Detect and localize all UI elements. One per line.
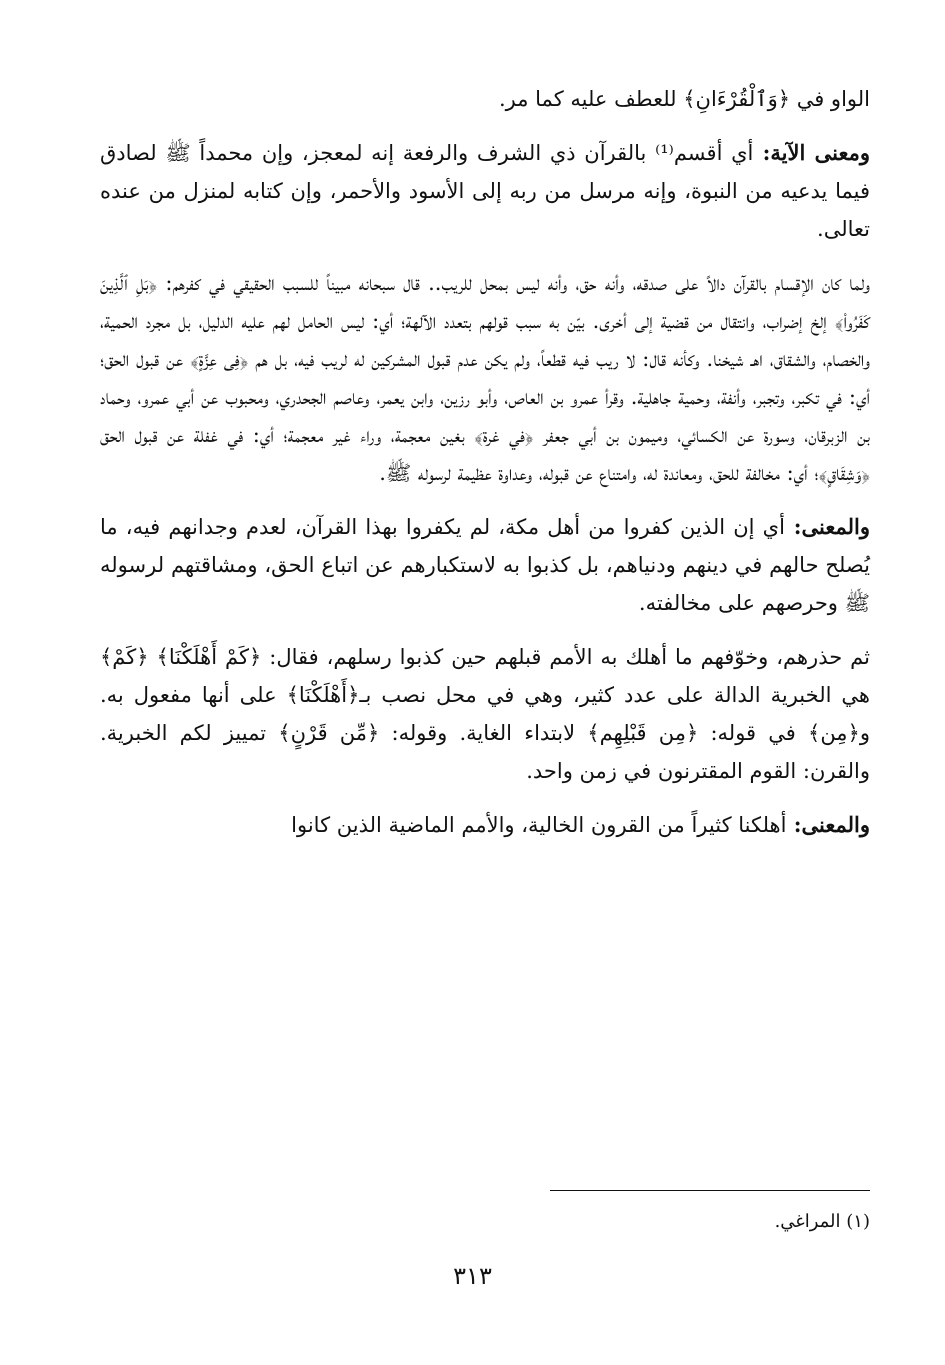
heading-span: والمعنى: bbox=[784, 514, 870, 539]
page-number: ٣١٣ bbox=[453, 1262, 492, 1290]
heading-span: ومعنى الآية: bbox=[753, 140, 870, 165]
text-span: أي إن الذين كفروا من أهل مكة، لم يكفروا بهذا القرآن، لعدم وجدانهم فيه، ما يُصلح حالهم في دينهم ودنياهم، بل كذبوا به لاستكبارهم عن اتباع الحق، ومشاقتهم لرسوله ﷺ وحرصهم على مخالفته. bbox=[100, 515, 870, 615]
paragraph-warning bbox=[100, 638, 870, 790]
footnote-divider bbox=[550, 1190, 870, 1191]
paragraph-waw bbox=[100, 80, 870, 118]
paragraph-meaning-of-verse bbox=[100, 134, 870, 248]
paragraph-oath bbox=[100, 264, 870, 492]
page-body bbox=[100, 80, 870, 860]
paragraph-meaning-destroyed bbox=[100, 806, 870, 844]
text-span: ثم حذرهم، وخوّفهم ما أهلك به الأمم قبلهم حين كذبوا رسلهم، فقال: ﴿كَمْ أَهْلَكْنَا﴾ ﴿كَمْ﴾ هي الخبرية الدالة على عدد كثير، وهي في محل نصب بـ﴿أَهْلَكْنَا﴾ على أنها مفعول به. و﴿مِن﴾ في قوله: ﴿مِن قَبْلِهِم﴾ لابتداء الغاية. وقوله: ﴿مِّن قَرْنٍ﴾ تمييز لكم الخبرية. والقرن: القوم المقترنون في زمن واحد. bbox=[100, 645, 870, 783]
text-span: أي أقسم⁽¹⁾ بالقرآن ذي الشرف والرفعة إنه لمعجز، وإن محمداً ﷺ لصادق فيما يدعيه من النبوة، وإنه مرسل من ربه إلى الأسود والأحمر، وإن كتابه لمنزل من عنده تعالى. bbox=[100, 141, 870, 241]
paragraph-meaning-disbelievers bbox=[100, 508, 870, 622]
heading-span: والمعنى: bbox=[786, 812, 870, 837]
text-span: الواو في ﴿وَٱلْقُرْءَانِ﴾ للعطف عليه كما مر. bbox=[498, 87, 870, 111]
text-span: ولما كان الإقسام بالقرآن دالاً على صدقه، وأنه حق، وأنه ليس بمحل للريب.. قال سبحانه مبيناً للسبب الحقيقي في كفرهم: ﴿بَلِ ٱلَّذِينَ كَفَرُوا۟﴾ إلخ إضراب، وانتقال من قضية إلى أخرى. بيّن به سبب قولهم بتعدد الآلهة؛ أي: ليس الحامل لهم عليه الدليل، بل مجرد الحمية، والخصام، والشقاق، اهـ شيخنا. وكأنه قال: لا ريب فيه قطعاً، ولم يكن عدم قبول المشركين له لريب فيه، بل هم ﴿فِى عِزَّةٍ﴾ عن قبول الحق؛ أي: في تكبر، وتجبر، وأنفة، وحمية جاهلية. وقرأ عمرو بن العاص، وأبو رزين، وابن يعمر، وعاصم الجحدري، ومحبوب عن أبي عمرو، وحماد بن الزبرقان، وسورة عن الكسائي، وميمون بن أبي جعفر ﴿في غرة﴾ بغين معجمة، وراء غير معجمة؛ أي: في غفلة عن قبول الحق ﴿وَشِقَاقٍ﴾؛ أي: مخالفة للحق، ومعاندة له، وامتناع عن قبوله، وعداوة عظيمة لرسوله ﷺ. bbox=[100, 271, 870, 485]
footnote: (١) المراغي. bbox=[774, 1211, 870, 1232]
text-span: أهلكنا كثيراً من القرون الخالية، والأمم الماضية الذين كانوا bbox=[291, 813, 787, 837]
